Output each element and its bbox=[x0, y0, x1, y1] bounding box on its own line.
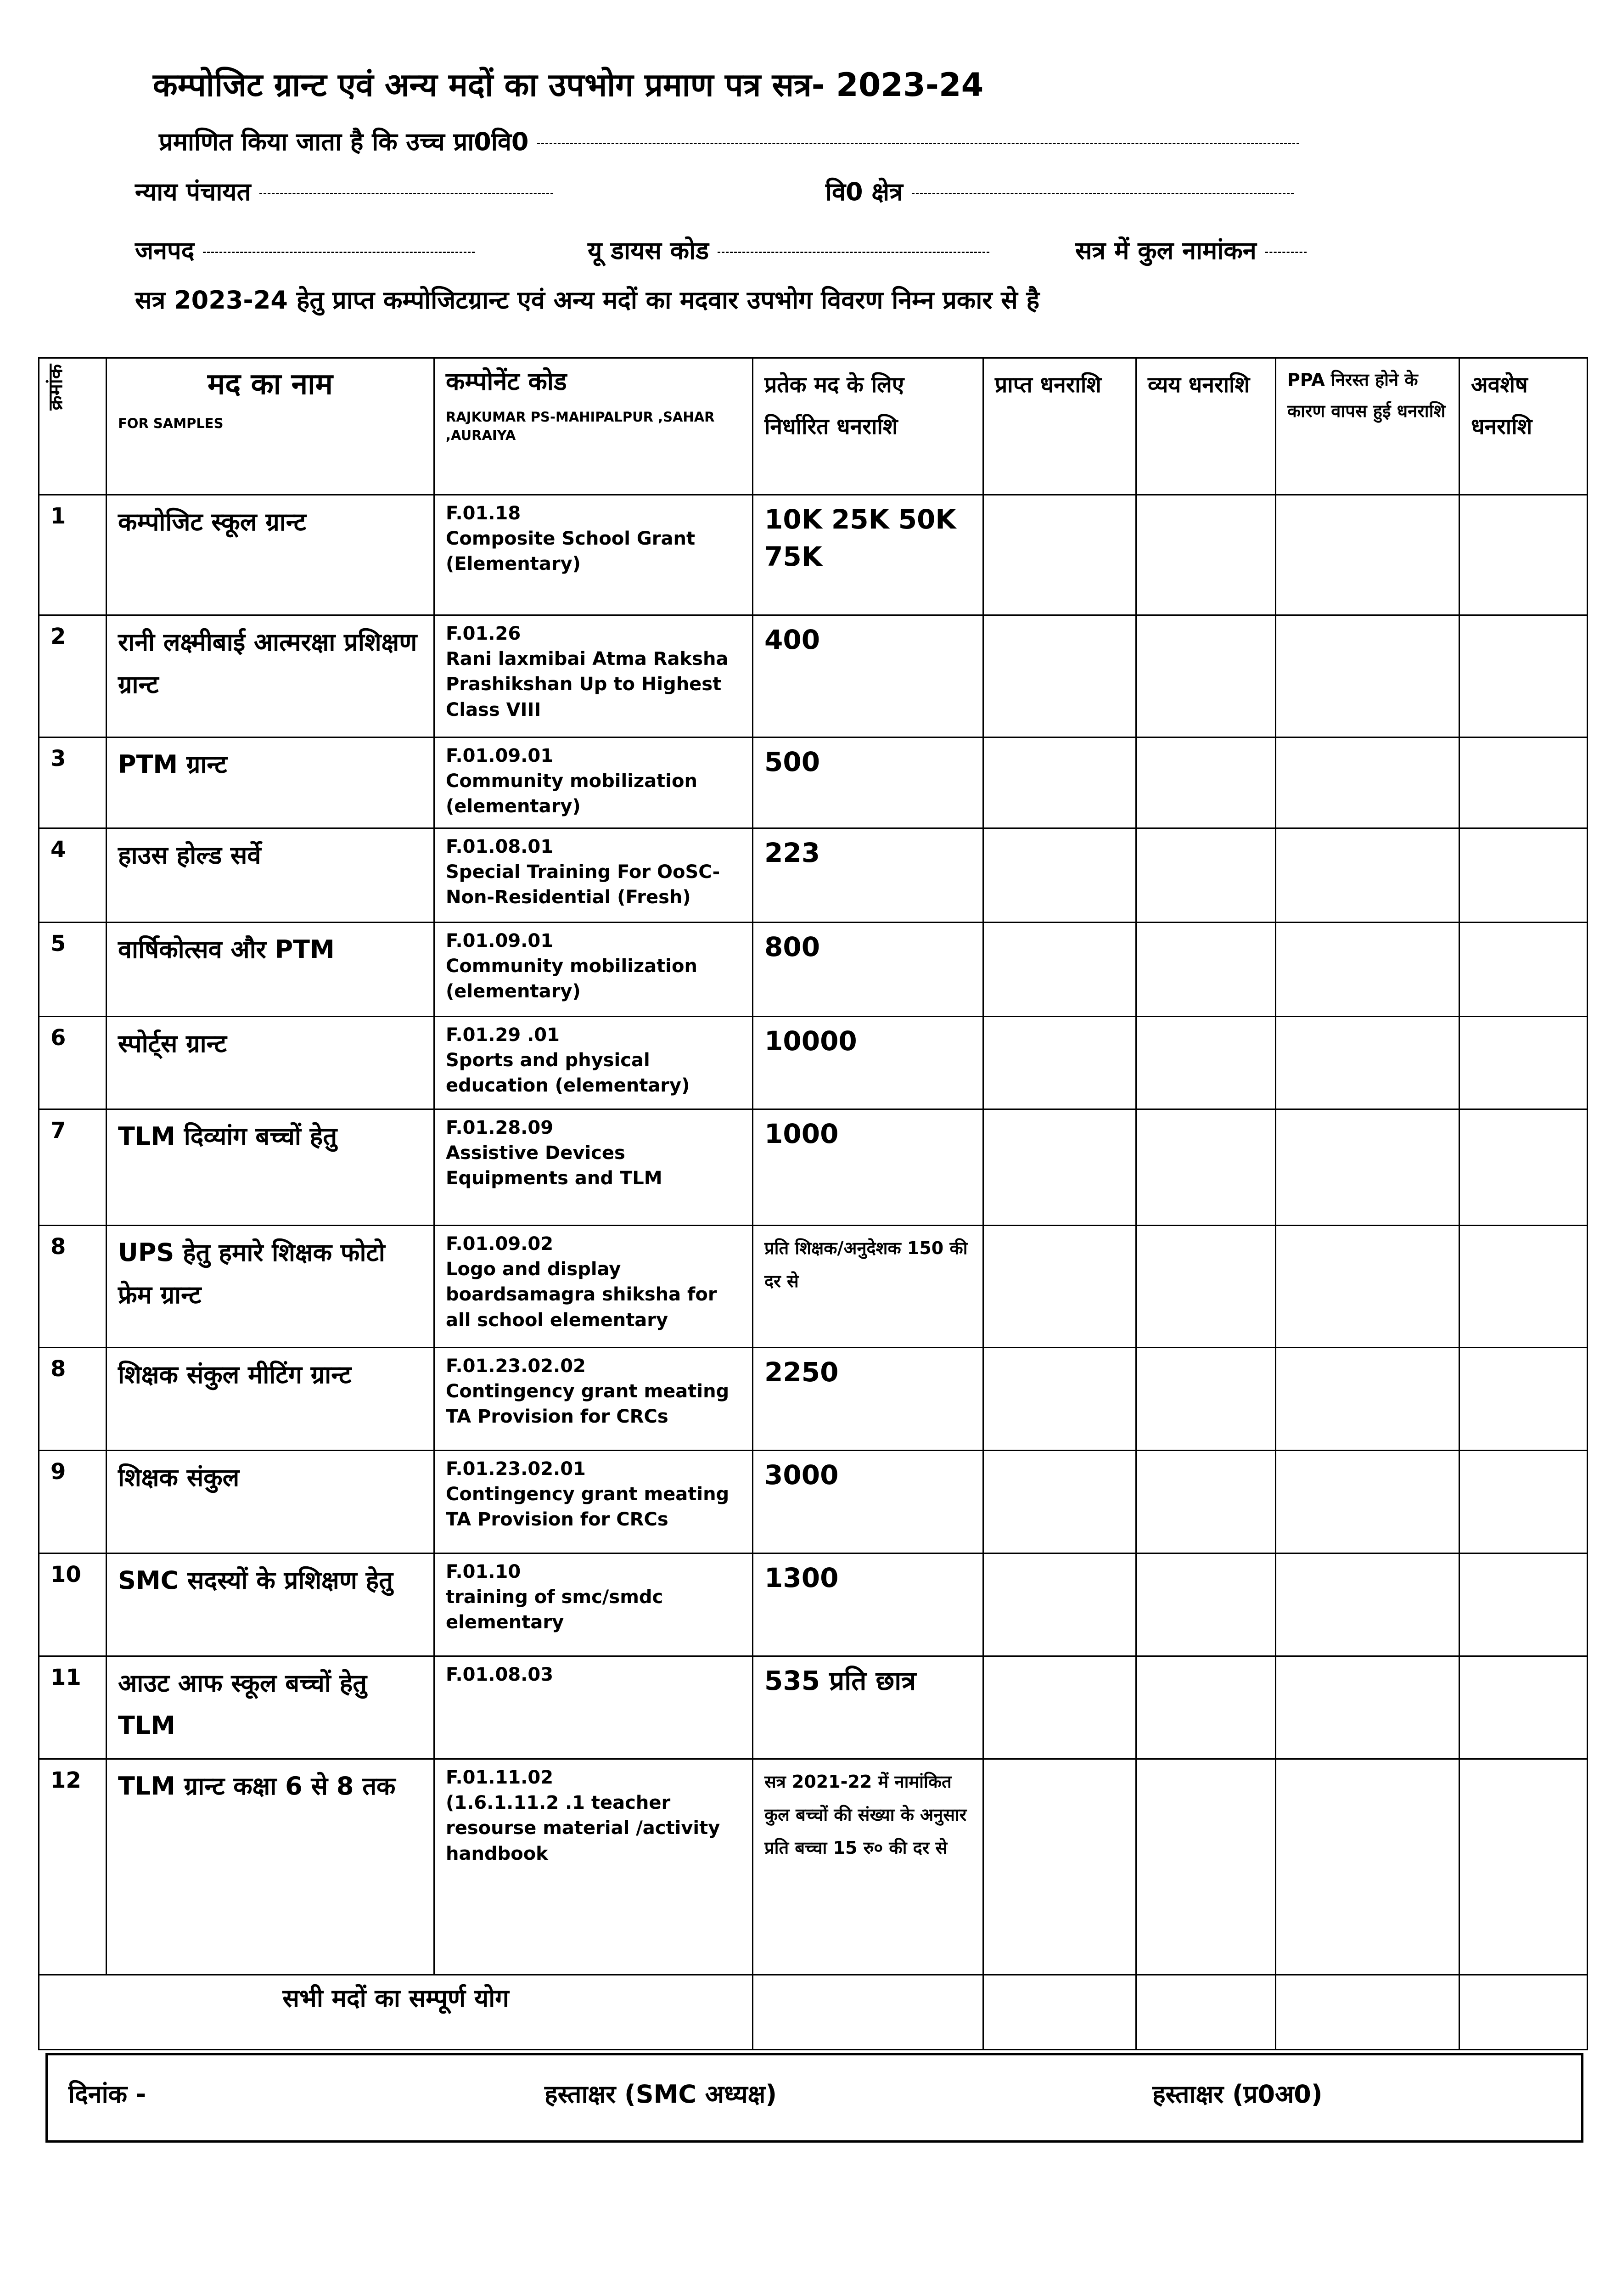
serial-cell: 12 bbox=[39, 1759, 107, 1975]
component-code-desc: Rani laxmibai Atma Raksha Prashikshan Up to Highest Class VIII bbox=[446, 648, 729, 720]
udise-blank bbox=[718, 251, 989, 253]
total-received-cell[interactable] bbox=[983, 1975, 1136, 2050]
item-name-cell: TLM दिव्यांग बच्चों हेतु bbox=[107, 1109, 434, 1226]
ppa-returned-cell[interactable] bbox=[1276, 737, 1459, 828]
component-code-desc: Composite School Grant (Elementary) bbox=[446, 528, 696, 575]
table-row bbox=[39, 1017, 1588, 1109]
balance-amount-cell[interactable] bbox=[1459, 1451, 1588, 1553]
serial-cell: 4 bbox=[39, 828, 107, 923]
component-code-id: F.01.29 .01 bbox=[446, 1024, 560, 1046]
serial-cell: 7 bbox=[39, 1109, 107, 1226]
balance-amount-cell[interactable] bbox=[1459, 1656, 1588, 1759]
ppa-returned-cell[interactable] bbox=[1276, 1226, 1459, 1348]
table-header-row bbox=[39, 358, 1588, 495]
allotted-amount-cell: 2250 bbox=[753, 1348, 983, 1451]
total-label: सभी मदों का सम्पूर्ण योग bbox=[39, 1975, 753, 2050]
received-amount-cell[interactable] bbox=[983, 615, 1136, 737]
allotted-amount-cell: 400 bbox=[753, 615, 983, 737]
page-title: कम्पोजिट ग्रान्ट एवं अन्य मदों का उपभोग प्रमाण पत्र सत्र- 2023-24 bbox=[153, 66, 984, 104]
expense-amount-cell[interactable] bbox=[1136, 615, 1276, 737]
received-amount-cell[interactable] bbox=[983, 1759, 1136, 1975]
allotted-amount-cell: 535 प्रति छात्र bbox=[753, 1656, 983, 1759]
table-row bbox=[39, 1109, 1588, 1226]
ppa-header: PPA निरस्त होने के कारण वापस हुई धनराशि bbox=[1276, 358, 1459, 495]
allotted-amount-cell: 1000 bbox=[753, 1109, 983, 1226]
expense-amount-cell[interactable] bbox=[1136, 1109, 1276, 1226]
serial-cell: 11 bbox=[39, 1656, 107, 1759]
item-name-cell: शिक्षक संकुल bbox=[107, 1451, 434, 1553]
balance-header: अवशेष धनराशि bbox=[1459, 358, 1588, 495]
serial-header: क्रमांक bbox=[44, 364, 67, 411]
allotted-header: प्रतेक मद के लिए निर्धारित धनराशि bbox=[753, 358, 983, 495]
total-allotted-cell bbox=[753, 1975, 983, 2050]
component-code-desc: Community mobilization (elementary) bbox=[446, 771, 697, 817]
item-name-cell: वार्षिकोत्सव और PTM bbox=[107, 923, 434, 1017]
component-code-id: F.01.18 bbox=[446, 503, 521, 524]
serial-cell: 9 bbox=[39, 1451, 107, 1553]
serial-cell: 5 bbox=[39, 923, 107, 1017]
expense-amount-cell[interactable] bbox=[1136, 1553, 1276, 1656]
expense-header: व्यय धनराशि bbox=[1136, 358, 1276, 495]
allotted-amount-cell: 10000 bbox=[753, 1017, 983, 1109]
serial-cell: 6 bbox=[39, 1017, 107, 1109]
school-name-blank bbox=[537, 142, 1299, 144]
expense-amount-cell[interactable] bbox=[1136, 923, 1276, 1017]
received-amount-cell[interactable] bbox=[983, 1017, 1136, 1109]
received-amount-cell[interactable] bbox=[983, 1226, 1136, 1348]
nyay-panchayat-blank bbox=[259, 192, 553, 194]
smc-signature-label: हस्ताक्षर (SMC अध्यक्ष) bbox=[544, 2080, 777, 2109]
expense-amount-cell[interactable] bbox=[1136, 1656, 1276, 1759]
intro-text: सत्र 2023-24 हेतु प्राप्त कम्पोजिटग्रान्ट एवं अन्य मदों का मदवार उपभोग विवरण निम्न प्रकार से है bbox=[135, 286, 1040, 315]
received-amount-cell[interactable] bbox=[983, 495, 1136, 615]
expense-amount-cell[interactable] bbox=[1136, 737, 1276, 828]
expense-amount-cell[interactable] bbox=[1136, 1759, 1276, 1975]
balance-amount-cell[interactable] bbox=[1459, 1109, 1588, 1226]
ppa-returned-cell[interactable] bbox=[1276, 495, 1459, 615]
expense-amount-cell[interactable] bbox=[1136, 1226, 1276, 1348]
received-amount-cell[interactable] bbox=[983, 1348, 1136, 1451]
item-name-cell: UPS हेतु हमारे शिक्षक फोटो फ्रेम ग्रान्ट bbox=[107, 1226, 434, 1348]
ppa-returned-cell[interactable] bbox=[1276, 1451, 1459, 1553]
hm-signature-label: हस्ताक्षर (प्र0अ0) bbox=[1152, 2080, 1323, 2109]
component-code-id: F.01.23.02.01 bbox=[446, 1458, 586, 1480]
allotted-amount-cell: 223 bbox=[753, 828, 983, 923]
nyay-panchayat-label: न्याय पंचायत bbox=[135, 177, 251, 206]
certify-line bbox=[159, 124, 1299, 158]
certify-label: प्रमाणित किया जाता है कि उच्च प्रा0वि0 bbox=[159, 127, 529, 156]
balance-amount-cell[interactable] bbox=[1459, 615, 1588, 737]
component-code-desc: Contingency grant meating TA Provision for CRCs bbox=[446, 1381, 730, 1428]
table-row bbox=[39, 615, 1588, 737]
component-code-id: F.01.10 bbox=[446, 1561, 521, 1582]
table-row bbox=[39, 1656, 1588, 1759]
serial-cell: 10 bbox=[39, 1553, 107, 1656]
received-amount-cell[interactable] bbox=[983, 737, 1136, 828]
table-row bbox=[39, 737, 1588, 828]
serial-cell: 8 bbox=[39, 1348, 107, 1451]
ppa-returned-cell[interactable] bbox=[1276, 828, 1459, 923]
component-code-desc: Special Training For OoSC-Non-Residential (Fresh) bbox=[446, 861, 720, 908]
component-code-desc: (1.6.1.11.2 .1 teacher resourse material /activity handbook bbox=[446, 1792, 720, 1864]
table-row bbox=[39, 828, 1588, 923]
janpad-blank bbox=[203, 251, 475, 253]
balance-amount-cell[interactable] bbox=[1459, 495, 1588, 615]
component-code-id: F.01.08.03 bbox=[446, 1664, 554, 1685]
table-row bbox=[39, 923, 1588, 1017]
serial-cell: 1 bbox=[39, 495, 107, 615]
vi-kshetra-blank bbox=[912, 192, 1294, 194]
ppa-returned-cell[interactable] bbox=[1276, 615, 1459, 737]
component-code-id: F.01.08.01 bbox=[446, 836, 554, 857]
component-code-desc: Assistive Devices Equipments and TLM bbox=[446, 1142, 662, 1189]
balance-amount-cell[interactable] bbox=[1459, 1553, 1588, 1656]
serial-cell: 8 bbox=[39, 1226, 107, 1348]
balance-amount-cell[interactable] bbox=[1459, 1226, 1588, 1348]
item-name-cell: रानी लक्ष्मीबाई आत्मरक्षा प्रशिक्षण ग्रान्ट bbox=[107, 615, 434, 737]
expense-amount-cell[interactable] bbox=[1136, 495, 1276, 615]
component-code-id: F.01.23.02.02 bbox=[446, 1356, 586, 1377]
component-code-id: F.01.26 bbox=[446, 623, 521, 644]
vi-kshetra-field bbox=[825, 174, 1294, 208]
balance-amount-cell[interactable] bbox=[1459, 1759, 1588, 1975]
item-name-cell: हाउस होल्ड सर्वे bbox=[107, 828, 434, 923]
component-code-desc: Community mobilization (elementary) bbox=[446, 956, 697, 1002]
table-row bbox=[39, 1759, 1588, 1975]
item-name-cell: SMC सदस्यों के प्रशिक्षण हेतु bbox=[107, 1553, 434, 1656]
vi-kshetra-label: वि0 क्षेत्र bbox=[825, 177, 903, 206]
item-name-cell: TLM ग्रान्ट कक्षा 6 से 8 तक bbox=[107, 1759, 434, 1975]
received-amount-cell[interactable] bbox=[983, 1451, 1136, 1553]
table-and-footer bbox=[38, 357, 1587, 2143]
grant-table bbox=[38, 357, 1588, 2050]
received-amount-cell[interactable] bbox=[983, 1553, 1136, 1656]
total-balance-cell[interactable] bbox=[1459, 1975, 1588, 2050]
item-name-cell: शिक्षक संकुल मीटिंग ग्रान्ट bbox=[107, 1348, 434, 1451]
expense-amount-cell[interactable] bbox=[1136, 828, 1276, 923]
total-ppa-cell[interactable] bbox=[1276, 1975, 1459, 2050]
table-row bbox=[39, 495, 1588, 615]
balance-amount-cell[interactable] bbox=[1459, 1017, 1588, 1109]
allotted-amount-cell: 800 bbox=[753, 923, 983, 1017]
balance-amount-cell[interactable] bbox=[1459, 828, 1588, 923]
received-amount-cell[interactable] bbox=[983, 1109, 1136, 1226]
enrolment-field bbox=[1075, 232, 1307, 266]
ppa-returned-cell[interactable] bbox=[1276, 1109, 1459, 1226]
code-header: कम्पोनेंट कोड bbox=[446, 367, 567, 396]
allotted-amount-cell: 1300 bbox=[753, 1553, 983, 1656]
allotted-amount-cell: 3000 bbox=[753, 1451, 983, 1553]
name-header: मद का नाम bbox=[208, 367, 333, 401]
component-code-desc: Sports and physical education (elementary) bbox=[446, 1050, 690, 1097]
enrolment-blank bbox=[1265, 251, 1307, 253]
balance-amount-cell[interactable] bbox=[1459, 737, 1588, 828]
ppa-returned-cell[interactable] bbox=[1276, 923, 1459, 1017]
ppa-returned-cell[interactable] bbox=[1276, 1656, 1459, 1759]
code-subheader: RAJKUMAR PS-MAHIPALPUR ,SAHAR ,AURAIYA bbox=[446, 409, 715, 444]
ppa-returned-cell[interactable] bbox=[1276, 1017, 1459, 1109]
ppa-returned-cell[interactable] bbox=[1276, 1759, 1459, 1975]
serial-cell: 2 bbox=[39, 615, 107, 737]
component-code-id: F.01.28.09 bbox=[446, 1117, 554, 1138]
component-code-desc: Logo and display boardsamagra shiksha for all school elementary bbox=[446, 1259, 717, 1331]
item-name-cell: आउट आफ स्कूल बच्चों हेतु TLM bbox=[107, 1656, 434, 1759]
janpad-label: जनपद bbox=[135, 236, 195, 265]
total-expense-cell[interactable] bbox=[1136, 1975, 1276, 2050]
received-header: प्राप्त धनराशि bbox=[983, 358, 1136, 495]
component-code-desc: Contingency grant meating TA Provision for CRCs bbox=[446, 1484, 730, 1531]
balance-amount-cell[interactable] bbox=[1459, 1348, 1588, 1451]
ppa-returned-cell[interactable] bbox=[1276, 1553, 1459, 1656]
received-amount-cell[interactable] bbox=[983, 923, 1136, 1017]
total-row bbox=[39, 1975, 1588, 2050]
allotted-amount-cell: प्रति शिक्षक/अनुदेशक 150 की दर से bbox=[753, 1226, 983, 1348]
component-code-id: F.01.09.01 bbox=[446, 930, 554, 951]
expense-amount-cell[interactable] bbox=[1136, 1451, 1276, 1553]
date-label: दिनांक - bbox=[68, 2080, 146, 2109]
received-amount-cell[interactable] bbox=[983, 828, 1136, 923]
received-amount-cell[interactable] bbox=[983, 1656, 1136, 1759]
janpad-field bbox=[135, 232, 475, 266]
allotted-amount-cell: सत्र 2021-22 में नामांकित कुल बच्चों की संख्या के अनुसार प्रति बच्चा 15 रु० की दर से bbox=[753, 1759, 983, 1975]
allotted-amount-cell: 10K 25K 50K 75K bbox=[753, 495, 983, 615]
item-name-cell: स्पोर्ट्स ग्रान्ट bbox=[107, 1017, 434, 1109]
expense-amount-cell[interactable] bbox=[1136, 1017, 1276, 1109]
component-code-id: F.01.09.01 bbox=[446, 745, 554, 766]
enrolment-label: सत्र में कुल नामांकन bbox=[1075, 236, 1257, 265]
item-name-cell: PTM ग्रान्ट bbox=[107, 737, 434, 828]
serial-cell: 3 bbox=[39, 737, 107, 828]
table-row bbox=[39, 1348, 1588, 1451]
component-code-id: F.01.11.02 bbox=[446, 1767, 554, 1788]
udise-field bbox=[588, 232, 989, 266]
balance-amount-cell[interactable] bbox=[1459, 923, 1588, 1017]
ppa-returned-cell[interactable] bbox=[1276, 1348, 1459, 1451]
allotted-amount-cell: 500 bbox=[753, 737, 983, 828]
component-code-desc: training of smc/smdc elementary bbox=[446, 1587, 663, 1633]
table-row bbox=[39, 1226, 1588, 1348]
nyay-panchayat-field bbox=[135, 174, 553, 208]
table-row bbox=[39, 1451, 1588, 1553]
expense-amount-cell[interactable] bbox=[1136, 1348, 1276, 1451]
component-code-id: F.01.09.02 bbox=[446, 1233, 554, 1255]
name-subheader: FOR SAMPLES bbox=[118, 415, 224, 431]
signature-footer bbox=[45, 2053, 1583, 2143]
item-name-cell: कम्पोजिट स्कूल ग्रान्ट bbox=[107, 495, 434, 615]
table-row bbox=[39, 1553, 1588, 1656]
udise-label: यू डायस कोड bbox=[588, 236, 709, 265]
